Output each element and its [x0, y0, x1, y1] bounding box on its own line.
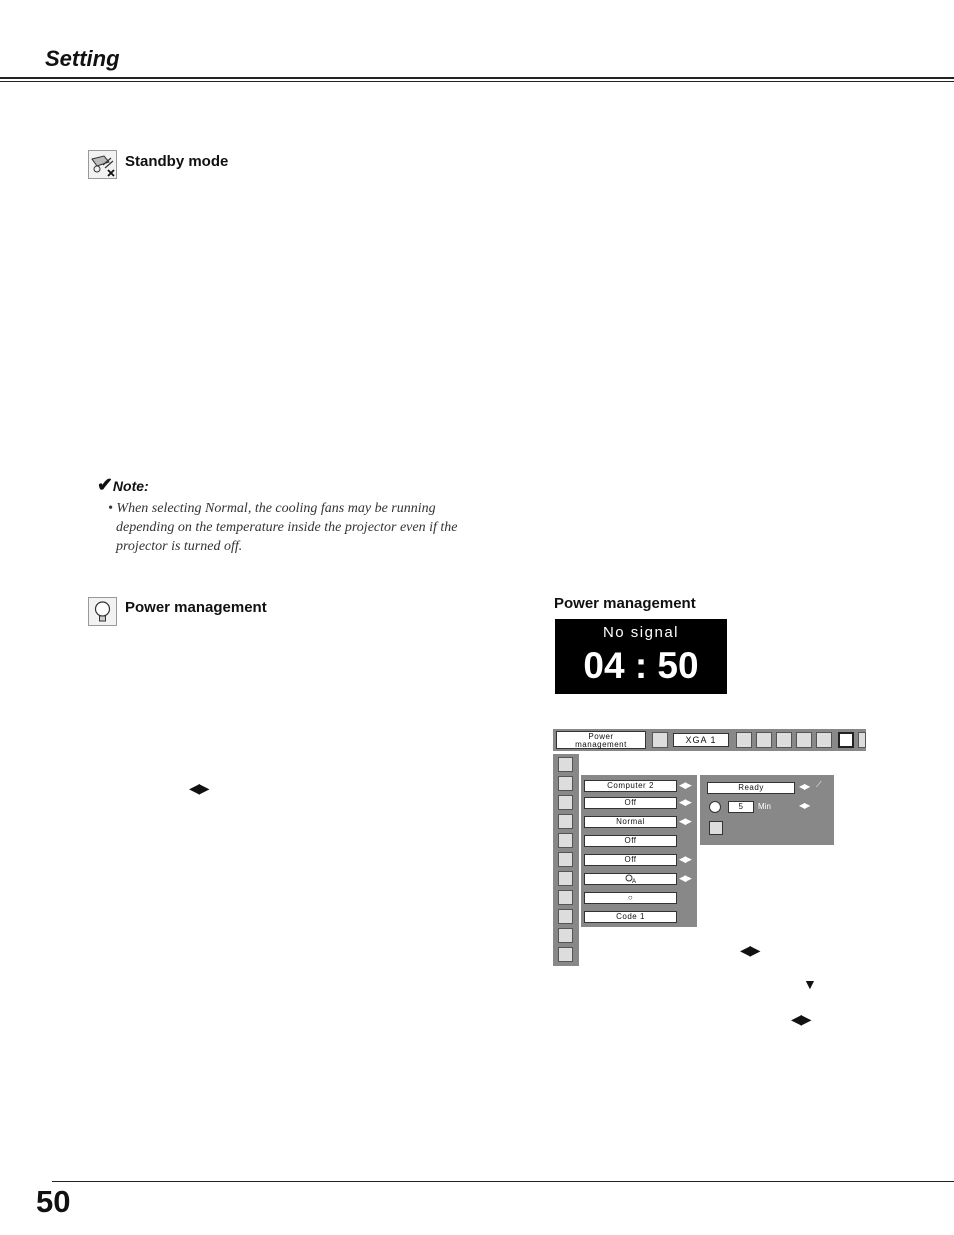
lamp-icon[interactable]: [558, 833, 573, 848]
no-signal-label: No signal: [602, 624, 680, 641]
power-management-subheading: Power management: [554, 595, 696, 612]
no-signal-display: [555, 619, 727, 694]
standby-mode-icon[interactable]: [558, 814, 573, 829]
image-adjust-icon[interactable]: [776, 732, 792, 748]
standby-mode-heading: Standby mode: [125, 153, 229, 170]
remote-control-icon[interactable]: [558, 909, 573, 924]
page-number: 50: [36, 1184, 71, 1219]
scroll-up-icon[interactable]: [558, 757, 573, 772]
menu-toolbar: [553, 729, 866, 751]
setting-icon[interactable]: [838, 732, 854, 748]
sound-icon[interactable]: [816, 732, 832, 748]
left-right-arrows-icon: ◀▶: [791, 1011, 811, 1027]
left-right-arrows-icon: ◀▶: [799, 801, 810, 810]
auto-setup-icon[interactable]: [558, 795, 573, 810]
info-icon[interactable]: [858, 732, 866, 748]
menu-title-line: management: [575, 740, 627, 749]
menu-item-value[interactable]: ○: [584, 892, 677, 904]
menu-item-value[interactable]: Off: [584, 797, 677, 809]
header-rule: [0, 77, 954, 79]
footer-rule: [52, 1181, 954, 1182]
left-right-arrows-icon: ◀▶: [679, 873, 691, 883]
fan-icon[interactable]: [558, 852, 573, 867]
standby-mode-icon: [88, 150, 117, 179]
screen-icon[interactable]: [796, 732, 812, 748]
menu-title-line: Power: [588, 732, 614, 741]
menu-item-value[interactable]: Code 1: [584, 911, 677, 923]
power-mode-field[interactable]: Ready: [707, 782, 795, 794]
pointer-icon[interactable]: [558, 890, 573, 905]
scroll-down-icon[interactable]: [558, 928, 573, 943]
lamp-control-value[interactable]: [584, 873, 677, 885]
input-source-field: XGA 1: [673, 733, 729, 747]
exit-arrow-icon: ⟋: [816, 780, 822, 789]
svg-text:A: A: [631, 879, 637, 884]
page-section-title: Setting: [45, 46, 120, 71]
image-select-icon[interactable]: [756, 732, 772, 748]
left-right-arrows-icon: ◀▶: [679, 797, 691, 807]
left-right-arrows-icon: ◀▶: [740, 942, 760, 958]
lamp-control-icon[interactable]: [558, 871, 573, 886]
input-icon[interactable]: [652, 732, 668, 748]
clock-icon: [709, 801, 721, 813]
header-rule-thin: [0, 81, 954, 82]
menu-item-value[interactable]: Computer 2: [584, 780, 677, 792]
power-management-heading: Power management: [125, 599, 267, 616]
note-label: Note:: [112, 478, 149, 494]
timer-value-field[interactable]: 5: [728, 801, 754, 813]
menu-item-value[interactable]: Normal: [584, 816, 677, 828]
down-arrow-icon: ▼: [803, 976, 816, 992]
note-body: [108, 499, 488, 556]
pc-adjust-icon[interactable]: [736, 732, 752, 748]
note-line: depending on the temperature inside the projector even if the: [116, 520, 458, 535]
lamp-icon: [88, 597, 117, 626]
left-right-arrows-icon: ◀▶: [189, 780, 209, 796]
menu-item-value[interactable]: Off: [584, 835, 677, 847]
countdown-timer: 04 : 50: [583, 645, 699, 686]
note-heading: [97, 474, 149, 497]
power-management-submenu: [700, 775, 834, 845]
menu-values-column: [581, 775, 697, 927]
exit-icon[interactable]: [709, 821, 723, 835]
left-right-arrows-icon: ◀▶: [679, 780, 691, 790]
left-right-arrows-icon: ◀▶: [679, 816, 691, 826]
input-search-icon[interactable]: [558, 776, 573, 791]
menu-sidebar: [553, 754, 579, 966]
setting-menu-panel: [553, 729, 866, 966]
check-icon: ✔: [97, 475, 113, 496]
menu-item-value[interactable]: Off: [584, 854, 677, 866]
left-right-arrows-icon: ◀▶: [679, 854, 691, 864]
note-line: • When selecting Normal, the cooling fans may be running: [108, 501, 436, 516]
left-right-arrows-icon: ◀▶: [799, 782, 810, 791]
menu-title: [556, 731, 646, 749]
exit-icon[interactable]: [558, 947, 573, 962]
note-line: projector is turned off.: [116, 539, 243, 554]
timer-unit-label: Min: [758, 802, 771, 811]
